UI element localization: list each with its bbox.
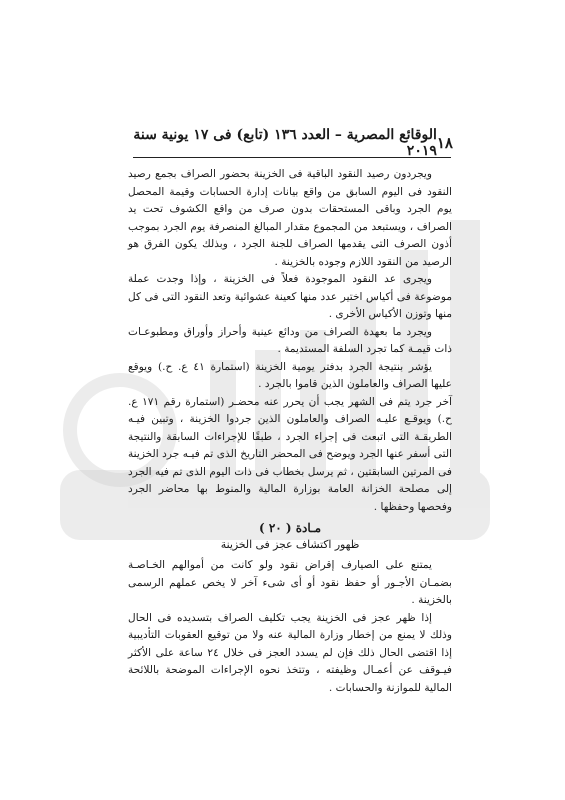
article-heading: مـادة ( ٢٠ )	[258, 521, 321, 535]
page-number: ١٨	[436, 134, 453, 152]
paragraph: يؤشر بنتيجة الجرد بدفتر يومية الخزينة (استمارة ٤١ ع. ح.) ويوقع عليها الصراف والعاملون الذين قاموا بالجرد .	[128, 360, 452, 390]
header-title: الوقائع المصرية – العدد ١٣٦ (تابع) فى ١٧ يونية سنة ٢٠١٩	[133, 127, 437, 159]
paragraph: إذا ظهر عجز فى الخزينة يجب تكليف الصراف بتسديده فى الحال وذلك لا يمنع من إخطار وزارة المالية عنه ولا من توقيع العقوبات التأديبية إذا اقتضى الحال ذلك فإن لم يسدد العجز فى خلال ٢٤ ساعة على الأكثر فيـوقف عن أعمـال وظيفته ، وتتخذ نحوه الإجراءات الموضحة باللائحة المالية للموازنة والحسابات .	[128, 611, 453, 694]
paragraph: ويجرد ما بعهدة الصراف من ودائع عينية وأحراز وأوراق ومطبوعـات ذات قيمـة كما تجرد السلفة المستديمة .	[128, 325, 452, 355]
document-body	[128, 166, 452, 697]
paragraph: آخر جرد يتم فى الشهر يجب أن يحرر عنه محضـر (استمارة رقم ١٧١ ع. ح.) ويوقـع عليـه الصراف والعاملون الذين جردوا الخزينة ، وتبين فيـه الطريقـة التى اتبعت فى إجراء الجرد ، طبقًا للإجراءات السابقة والنتيجة التى أسفر عنها الجرد ويوضح فى المحضر التاريخ الذى تم فيـه جرد الخزينة فى المرتين السابقتين ، ثم يرسل بخطاب فى ذات اليوم الذى تم فيه الجرد إلى مصلحة الخزانة العامة بوزارة المالية والمنوط بها محاضر الجرد وفحصها وحفظها .	[128, 395, 452, 513]
header-divider	[133, 157, 451, 158]
paragraph: يمتنع على الصيارف إقراض نقود ولو كانت من أموالهم الخـاصـة بضمـان الأجـور أو حفظ نقود أو أى شىء آخر لا يخص عملهم الرسمى بالخزينة .	[128, 559, 452, 606]
paragraph: ويجردون رصيد النقود الباقية فى الخزينة بحضور الصراف بجمع رصيد النقود فى اليوم السابق من واقع بيانات إدارة الحسابات وقيمة المحصل يوم الجرد وباقى المستحقات بدون صرف من واقع الكشوف تحت يد الصراف ، ويستبعد من المجموع مقدار المبالغ المنصرفة يوم الجرد بموجب أذون الصرف التى يقدمها الصراف للجنة الجرد ، وبذلك يكون الفرق هو الرصيد من النقود اللازم وجوده بالخزينة .	[128, 168, 452, 268]
page-header	[130, 127, 453, 159]
article-subtitle: ظهور اكتشاف عجز فى الخزينة	[220, 538, 360, 551]
paragraph: ويجرى عد النقود الموجودة فعلاً فى الخزينة ، وإذا وجدت عملة موضوعة فى أكياس اختير عدد منها كعينة عشوائية وتعد النقود التى فى كل منها وتوزن الأكياس الأخرى .	[128, 273, 452, 320]
